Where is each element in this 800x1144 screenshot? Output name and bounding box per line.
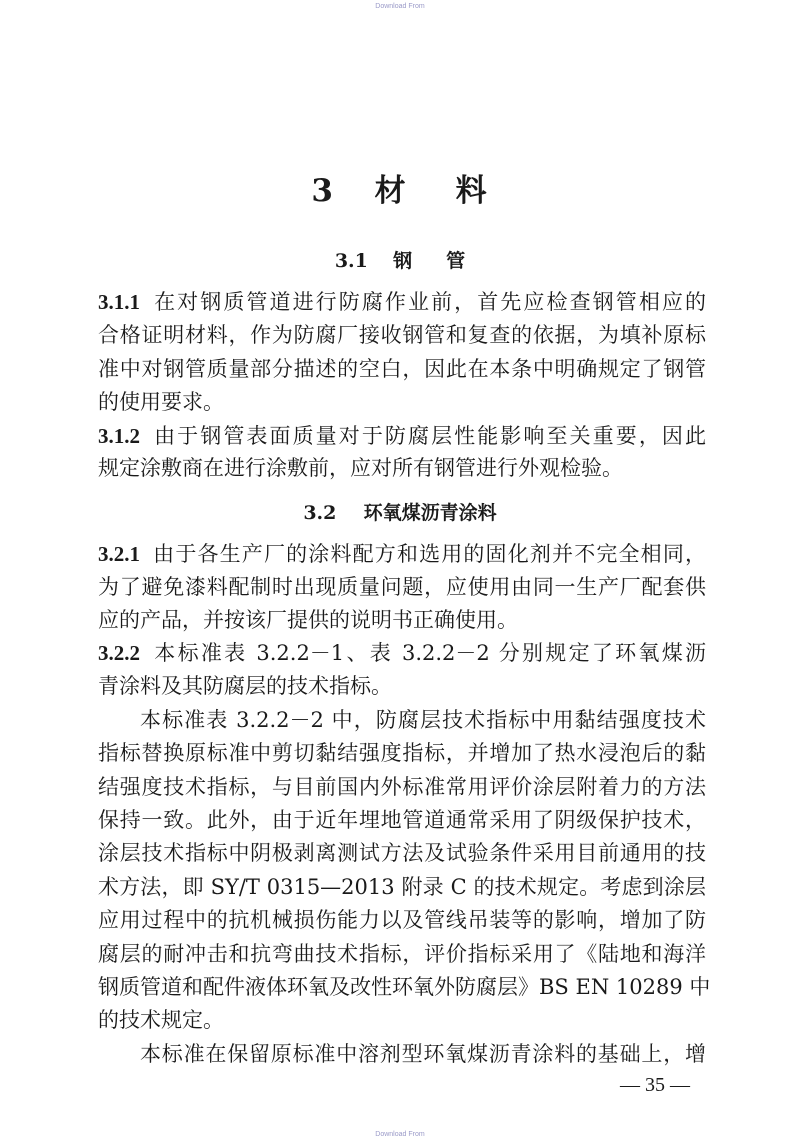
chapter-title (0, 165, 800, 210)
chapter-title-a: 材 (374, 173, 408, 209)
clause-number: 3.1.2 (98, 424, 140, 448)
clause-3-1-1-line (98, 289, 706, 315)
clause-number: 3.2.1 (98, 542, 140, 566)
chapter-title-b: 料 (455, 173, 489, 209)
clause-number: 3.2.2 (98, 641, 140, 665)
text-line: 的技术规定。 (98, 1008, 224, 1032)
text-line: 的使用要求。 (98, 390, 224, 414)
section-number: 3.1 (334, 250, 368, 272)
text-line: 合格证明材料，作为防腐厂接收钢管和复查的依据，为填补原标 (98, 323, 706, 347)
watermark-top: Download From (375, 3, 425, 10)
text: 由于各生产厂的涂料配方和选用的固化剂并不完全相同， (152, 542, 706, 566)
text-line: 规定涂敷商在进行涂敷前，应对所有钢管进行外观检验。 (98, 456, 623, 480)
text-line: 青涂料及其防腐层的技术指标。 (98, 674, 392, 698)
chapter-number: 3 (311, 173, 335, 209)
text-line: 结强度技术指标，与目前国内外标准常用评价涂层附着力的方法 (98, 775, 706, 799)
clause-number: 3.1.1 (98, 290, 140, 314)
text-line: 保持一致。此外，由于近年埋地管道通常采用了阴级保护技术， (98, 808, 706, 832)
text-line: 准中对钢管质量部分描述的空白，因此在本条中明确规定了钢管 (98, 357, 706, 381)
text-line: 为了避免漆料配制时出现质量问题，应使用由同一生产厂配套供 (98, 575, 706, 599)
section-title: 环氧煤沥青涂料 (363, 502, 497, 524)
text-line: 本标准表 3.2.2－2 中，防腐层技术指标中用黏结强度技术 (140, 708, 706, 732)
section-heading-3-1 (0, 246, 800, 273)
text-line: 应用过程中的抗机械损伤能力以及管线吊装等的影响，增加了防 (98, 908, 706, 932)
clause-3-2-1-line (98, 541, 706, 567)
text-line: 术方法，即 SY/T 0315—2013 附录 C 的技术规定。考虑到涂层 (98, 875, 706, 899)
clause-3-1-2-line (98, 423, 706, 449)
text-line: 涂层技术指标中阴极剥离测试方法及试验条件采用目前通用的技 (98, 841, 706, 865)
section-heading-3-2 (0, 498, 800, 525)
section-title-a: 钢 (393, 250, 413, 272)
text-line: 腐层的耐冲击和抗弯曲技术指标，评价指标采用了《陆地和海洋 (98, 942, 706, 966)
text-line: 钢质管道和配件液体环氧及改性环氧外防腐层》BS EN 10289 中 (98, 975, 711, 999)
text: 由于钢管表面质量对于防腐层性能影响至关重要，因此 (152, 424, 706, 448)
watermark-bottom: Download From (375, 1131, 425, 1138)
clause-3-2-2-line (98, 640, 706, 666)
page-number: — 35 — (620, 1074, 690, 1096)
section-number: 3.2 (303, 502, 337, 524)
text: 本标准表 3.2.2－1、表 3.2.2－2 分别规定了环氧煤沥 (152, 641, 706, 665)
section-title-b: 管 (446, 250, 466, 272)
text-line: 本标准在保留原标准中溶剂型环氧煤沥青涂料的基础上，增 (140, 1042, 706, 1066)
text-line: 应的产品，并按该厂提供的说明书正确使用。 (98, 608, 518, 632)
text-line: 指标替换原标准中剪切黏结强度指标，并增加了热水浸泡后的黏 (98, 741, 706, 765)
text: 在对钢质管道进行防腐作业前，首先应检查钢管相应的 (152, 290, 706, 314)
